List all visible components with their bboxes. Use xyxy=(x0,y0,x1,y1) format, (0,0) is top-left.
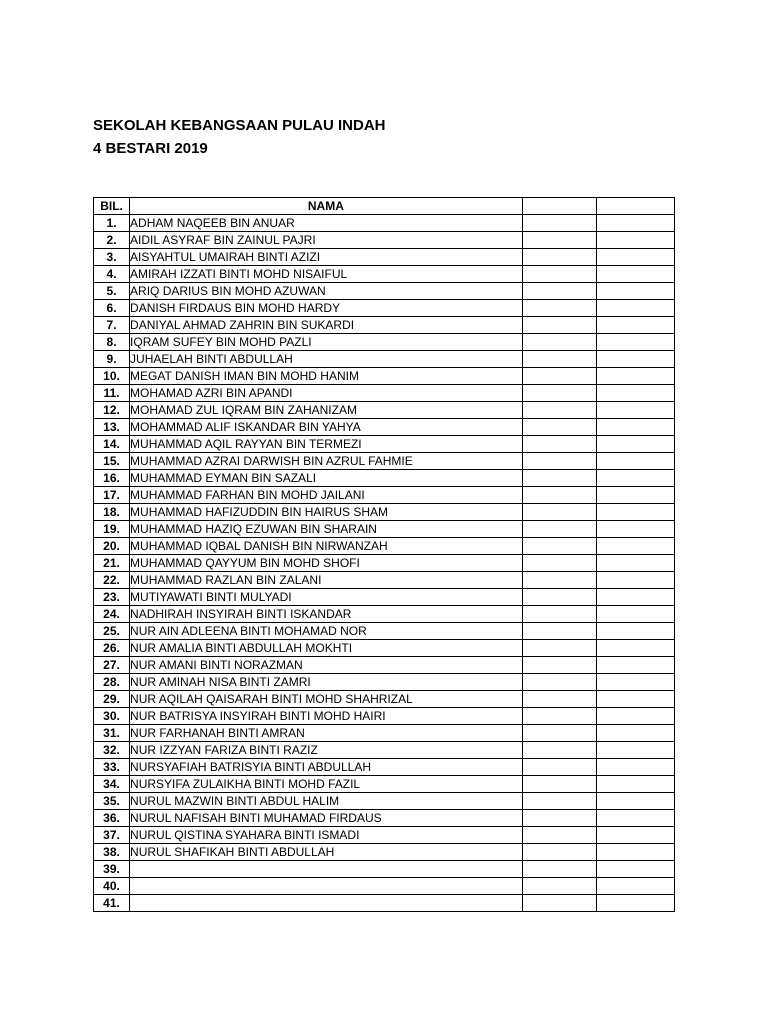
row-number: 38. xyxy=(94,844,130,861)
row-number: 41. xyxy=(94,895,130,912)
student-name: MUHAMMAD AQIL RAYYAN BIN TERMEZI xyxy=(130,436,523,453)
table-row xyxy=(94,385,675,402)
blank-cell-1 xyxy=(522,300,596,317)
row-number: 22. xyxy=(94,572,130,589)
blank-cell-1 xyxy=(522,776,596,793)
row-number: 35. xyxy=(94,793,130,810)
blank-cell-1 xyxy=(522,589,596,606)
blank-cell-1 xyxy=(522,419,596,436)
blank-cell-2 xyxy=(596,691,674,708)
blank-cell-1 xyxy=(522,640,596,657)
blank-cell-2 xyxy=(596,793,674,810)
blank-cell-2 xyxy=(596,572,674,589)
student-name: MUTIYAWATI BINTI MULYADI xyxy=(130,589,523,606)
row-number: 39. xyxy=(94,861,130,878)
table-row xyxy=(94,793,675,810)
row-number: 24. xyxy=(94,606,130,623)
table-row xyxy=(94,844,675,861)
table-row xyxy=(94,623,675,640)
student-name xyxy=(130,895,523,912)
student-name: MUHAMMAD AZRAI DARWISH BIN AZRUL FAHMIE xyxy=(130,453,523,470)
blank-cell-1 xyxy=(522,317,596,334)
blank-cell-2 xyxy=(596,249,674,266)
blank-cell-1 xyxy=(522,844,596,861)
table-header-row xyxy=(94,198,675,215)
table-row xyxy=(94,878,675,895)
table-row xyxy=(94,368,675,385)
student-name: ARIQ DARIUS BIN MOHD AZUWAN xyxy=(130,283,523,300)
blank-cell-1 xyxy=(522,742,596,759)
row-number: 17. xyxy=(94,487,130,504)
blank-cell-1 xyxy=(522,623,596,640)
table-row xyxy=(94,555,675,572)
row-number: 18. xyxy=(94,504,130,521)
student-name: NURUL SHAFIKAH BINTI ABDULLAH xyxy=(130,844,523,861)
table-row xyxy=(94,776,675,793)
table-row xyxy=(94,402,675,419)
blank-cell-2 xyxy=(596,385,674,402)
table-row xyxy=(94,317,675,334)
blank-cell-1 xyxy=(522,266,596,283)
table-row xyxy=(94,419,675,436)
blank-cell-2 xyxy=(596,317,674,334)
blank-cell-1 xyxy=(522,895,596,912)
student-name: AISYAHTUL UMAIRAH BINTI AZIZI xyxy=(130,249,523,266)
blank-cell-2 xyxy=(596,368,674,385)
student-name: MUHAMMAD FARHAN BIN MOHD JAILANI xyxy=(130,487,523,504)
row-number: 7. xyxy=(94,317,130,334)
blank-cell-2 xyxy=(596,419,674,436)
student-name: MUHAMMAD QAYYUM BIN MOHD SHOFI xyxy=(130,555,523,572)
blank-cell-2 xyxy=(596,827,674,844)
student-name: NURSYIFA ZULAIKHA BINTI MOHD FAZIL xyxy=(130,776,523,793)
blank-cell-2 xyxy=(596,300,674,317)
row-number: 2. xyxy=(94,232,130,249)
student-name: NUR AMANI BINTI NORAZMAN xyxy=(130,657,523,674)
table-row xyxy=(94,504,675,521)
blank-cell-2 xyxy=(596,674,674,691)
blank-cell-1 xyxy=(522,878,596,895)
row-number: 40. xyxy=(94,878,130,895)
table-row xyxy=(94,436,675,453)
row-number: 10. xyxy=(94,368,130,385)
blank-cell-1 xyxy=(522,351,596,368)
student-name: MUHAMMAD EYMAN BIN SAZALI xyxy=(130,470,523,487)
blank-cell-2 xyxy=(596,657,674,674)
blank-cell-2 xyxy=(596,521,674,538)
student-name: NUR AMALIA BINTI ABDULLAH MOKHTI xyxy=(130,640,523,657)
blank-cell-1 xyxy=(522,504,596,521)
blank-cell-2 xyxy=(596,878,674,895)
header-nama: NAMA xyxy=(130,198,523,215)
blank-cell-2 xyxy=(596,861,674,878)
table-row xyxy=(94,453,675,470)
blank-cell-1 xyxy=(522,368,596,385)
student-name: NUR AIN ADLEENA BINTI MOHAMAD NOR xyxy=(130,623,523,640)
student-name: NADHIRAH INSYIRAH BINTI ISKANDAR xyxy=(130,606,523,623)
row-number: 32. xyxy=(94,742,130,759)
row-number: 29. xyxy=(94,691,130,708)
table-row xyxy=(94,861,675,878)
blank-cell-1 xyxy=(522,334,596,351)
blank-cell-1 xyxy=(522,283,596,300)
table-row xyxy=(94,538,675,555)
blank-cell-1 xyxy=(522,759,596,776)
row-number: 8. xyxy=(94,334,130,351)
student-name: NUR AMINAH NISA BINTI ZAMRI xyxy=(130,674,523,691)
blank-cell-2 xyxy=(596,640,674,657)
blank-cell-1 xyxy=(522,249,596,266)
row-number: 30. xyxy=(94,708,130,725)
blank-cell-1 xyxy=(522,555,596,572)
blank-cell-1 xyxy=(522,470,596,487)
student-name: NUR BATRISYA INSYIRAH BINTI MOHD HAIRI xyxy=(130,708,523,725)
blank-cell-1 xyxy=(522,674,596,691)
blank-cell-1 xyxy=(522,725,596,742)
row-number: 1. xyxy=(94,215,130,232)
blank-cell-1 xyxy=(522,810,596,827)
table-row xyxy=(94,657,675,674)
table-row xyxy=(94,895,675,912)
table-row xyxy=(94,249,675,266)
table-row xyxy=(94,759,675,776)
student-name: MUHAMMAD HAFIZUDDIN BIN HAIRUS SHAM xyxy=(130,504,523,521)
blank-cell-2 xyxy=(596,470,674,487)
blank-cell-2 xyxy=(596,742,674,759)
row-number: 23. xyxy=(94,589,130,606)
blank-cell-1 xyxy=(522,436,596,453)
student-name: MEGAT DANISH IMAN BIN MOHD HANIM xyxy=(130,368,523,385)
blank-cell-2 xyxy=(596,453,674,470)
blank-cell-2 xyxy=(596,283,674,300)
blank-cell-1 xyxy=(522,708,596,725)
blank-cell-2 xyxy=(596,402,674,419)
blank-cell-2 xyxy=(596,436,674,453)
blank-cell-2 xyxy=(596,589,674,606)
blank-cell-1 xyxy=(522,538,596,555)
student-name: NURUL NAFISAH BINTI MUHAMAD FIRDAUS xyxy=(130,810,523,827)
row-number: 37. xyxy=(94,827,130,844)
student-roster-table xyxy=(93,197,675,912)
blank-cell-1 xyxy=(522,385,596,402)
row-number: 21. xyxy=(94,555,130,572)
row-number: 27. xyxy=(94,657,130,674)
blank-cell-1 xyxy=(522,657,596,674)
row-number: 15. xyxy=(94,453,130,470)
table-row xyxy=(94,674,675,691)
table-row xyxy=(94,810,675,827)
student-name: NUR IZZYAN FARIZA BINTI RAZIZ xyxy=(130,742,523,759)
student-name: DANIYAL AHMAD ZAHRIN BIN SUKARDI xyxy=(130,317,523,334)
row-number: 28. xyxy=(94,674,130,691)
table-row xyxy=(94,283,675,300)
student-name: MUHAMMAD IQBAL DANISH BIN NIRWANZAH xyxy=(130,538,523,555)
table-row xyxy=(94,266,675,283)
table-row xyxy=(94,725,675,742)
row-number: 6. xyxy=(94,300,130,317)
blank-cell-1 xyxy=(522,793,596,810)
row-number: 11. xyxy=(94,385,130,402)
row-number: 36. xyxy=(94,810,130,827)
student-name: IQRAM SUFEY BIN MOHD PAZLI xyxy=(130,334,523,351)
row-number: 16. xyxy=(94,470,130,487)
student-name xyxy=(130,878,523,895)
table-row xyxy=(94,589,675,606)
table-row xyxy=(94,691,675,708)
student-name: MOHAMAD AZRI BIN APANDI xyxy=(130,385,523,402)
student-name: DANISH FIRDAUS BIN MOHD HARDY xyxy=(130,300,523,317)
student-name: MOHAMAD ZUL IQRAM BIN ZAHANIZAM xyxy=(130,402,523,419)
table-row xyxy=(94,742,675,759)
row-number: 33. xyxy=(94,759,130,776)
student-name: MOHAMMAD ALIF ISKANDAR BIN YAHYA xyxy=(130,419,523,436)
school-name-heading: SEKOLAH KEBANGSAAN PULAU INDAH xyxy=(93,117,386,134)
row-number: 34. xyxy=(94,776,130,793)
table-row xyxy=(94,470,675,487)
row-number: 12. xyxy=(94,402,130,419)
row-number: 13. xyxy=(94,419,130,436)
row-number: 26. xyxy=(94,640,130,657)
blank-cell-2 xyxy=(596,623,674,640)
row-number: 3. xyxy=(94,249,130,266)
table-row xyxy=(94,487,675,504)
header-bil: BIL. xyxy=(94,198,130,215)
row-number: 9. xyxy=(94,351,130,368)
student-name: NUR FARHANAH BINTI AMRAN xyxy=(130,725,523,742)
student-name: NURUL MAZWIN BINTI ABDUL HALIM xyxy=(130,793,523,810)
blank-cell-1 xyxy=(522,521,596,538)
blank-cell-1 xyxy=(522,215,596,232)
blank-cell-2 xyxy=(596,232,674,249)
student-name: JUHAELAH BINTI ABDULLAH xyxy=(130,351,523,368)
blank-cell-1 xyxy=(522,232,596,249)
row-number: 14. xyxy=(94,436,130,453)
blank-cell-2 xyxy=(596,606,674,623)
blank-cell-2 xyxy=(596,266,674,283)
blank-cell-1 xyxy=(522,572,596,589)
blank-cell-1 xyxy=(522,487,596,504)
blank-cell-2 xyxy=(596,555,674,572)
header-blank-1 xyxy=(522,198,596,215)
row-number: 25. xyxy=(94,623,130,640)
student-name xyxy=(130,861,523,878)
blank-cell-2 xyxy=(596,810,674,827)
row-number: 20. xyxy=(94,538,130,555)
student-name: MUHAMMAD RAZLAN BIN ZALANI xyxy=(130,572,523,589)
blank-cell-1 xyxy=(522,453,596,470)
table-row xyxy=(94,640,675,657)
blank-cell-1 xyxy=(522,827,596,844)
student-name: AMIRAH IZZATI BINTI MOHD NISAIFUL xyxy=(130,266,523,283)
blank-cell-2 xyxy=(596,504,674,521)
row-number: 5. xyxy=(94,283,130,300)
table-row xyxy=(94,300,675,317)
table-row xyxy=(94,572,675,589)
blank-cell-1 xyxy=(522,861,596,878)
table-row xyxy=(94,521,675,538)
blank-cell-2 xyxy=(596,334,674,351)
student-name: NUR AQILAH QAISARAH BINTI MOHD SHAHRIZAL xyxy=(130,691,523,708)
table-row xyxy=(94,232,675,249)
blank-cell-2 xyxy=(596,895,674,912)
table-row xyxy=(94,215,675,232)
blank-cell-2 xyxy=(596,844,674,861)
blank-cell-2 xyxy=(596,725,674,742)
blank-cell-2 xyxy=(596,776,674,793)
header-blank-2 xyxy=(596,198,674,215)
blank-cell-2 xyxy=(596,215,674,232)
table-row xyxy=(94,606,675,623)
blank-cell-2 xyxy=(596,759,674,776)
blank-cell-2 xyxy=(596,487,674,504)
blank-cell-2 xyxy=(596,708,674,725)
blank-cell-2 xyxy=(596,351,674,368)
blank-cell-1 xyxy=(522,691,596,708)
table-row xyxy=(94,334,675,351)
blank-cell-1 xyxy=(522,402,596,419)
table-row xyxy=(94,827,675,844)
blank-cell-2 xyxy=(596,538,674,555)
class-year-heading: 4 BESTARI 2019 xyxy=(93,140,208,157)
student-name: AIDIL ASYRAF BIN ZAINUL PAJRI xyxy=(130,232,523,249)
student-name: MUHAMMAD HAZIQ EZUWAN BIN SHARAIN xyxy=(130,521,523,538)
row-number: 19. xyxy=(94,521,130,538)
student-name: NURUL QISTINA SYAHARA BINTI ISMADI xyxy=(130,827,523,844)
table-row xyxy=(94,351,675,368)
row-number: 4. xyxy=(94,266,130,283)
student-name: NURSYAFIAH BATRISYIA BINTI ABDULLAH xyxy=(130,759,523,776)
student-name: ADHAM NAQEEB BIN ANUAR xyxy=(130,215,523,232)
blank-cell-1 xyxy=(522,606,596,623)
row-number: 31. xyxy=(94,725,130,742)
table-row xyxy=(94,708,675,725)
